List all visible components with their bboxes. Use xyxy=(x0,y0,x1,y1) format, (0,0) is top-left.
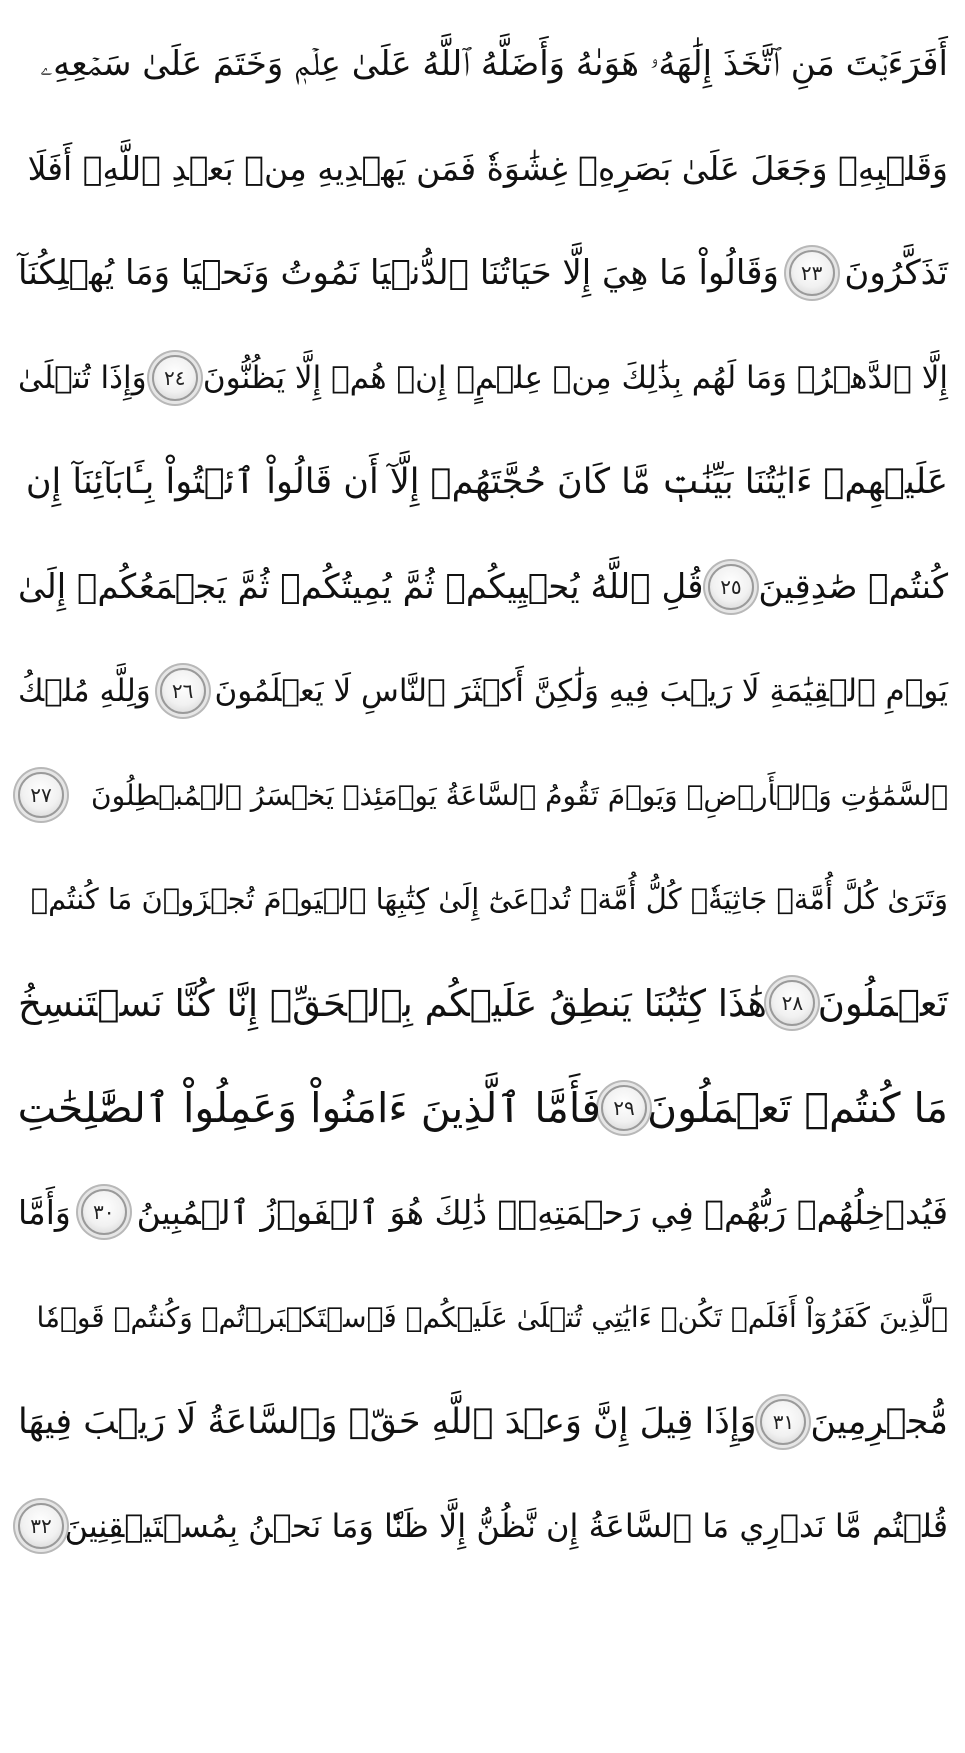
verse-text: يَوۡمِ ٱلۡقِيَٰمَةِ لَا رَيۡبَ فِيهِ وَلَٰكِنَّ أَكۡثَرَ ٱلنَّاسِ لَا يَعۡلَمُونَ xyxy=(214,673,948,709)
verse-number-marker: ٢٦ xyxy=(160,668,206,714)
verse-text: تَعۡمَلُونَ xyxy=(817,981,948,1025)
text-line xyxy=(18,328,948,428)
verse-text: إِلَّا ٱلدَّهۡرُۚ وَمَا لَهُم بِذَٰلِكَ مِنۡ عِلۡمٍۖ إِنۡ هُمۡ إِلَّا يَظُنُّونَ xyxy=(202,360,948,396)
verse-number-marker: ٢٨ xyxy=(769,980,815,1026)
verse-text: وَإِذَا قِيلَ إِنَّ وَعۡدَ ٱللَّهِ حَقّٞ وَٱلسَّاعَةُ لَا رَيۡبَ فِيهَا xyxy=(18,1402,757,1442)
verse-text: قُلۡتُم مَّا نَدۡرِي مَا ٱلسَّاعَةُ إِن نَّظُنُّ إِلَّا ظَنّٗا وَمَا نَحۡنُ بِمُسۡتَيۡقِنِينَ xyxy=(64,1507,948,1545)
verse-number-marker: ٢٩ xyxy=(601,1085,647,1131)
verse-text: أَفَرَءَيۡتَ مَنِ ٱتَّخَذَ إِلَٰهَهُۥ هَوَىٰهُ وَأَضَلَّهُ ٱللَّهُ عَلَىٰ عِلۡمٖ وَخَتَمَ عَلَىٰ سَمۡعِهِۦ xyxy=(40,44,948,84)
verse-text: هَٰذَا كِتَٰبُنَا يَنطِقُ عَلَيۡكُم بِٱلۡحَقِّۚ إِنَّا كُنَّا نَسۡتَنسِخُ xyxy=(18,981,767,1025)
text-line xyxy=(18,1162,948,1262)
text-line xyxy=(18,14,948,114)
verse-number-marker: ٣٢ xyxy=(18,1503,64,1549)
verse-text: ٱلَّذِينَ كَفَرُوٓاْ أَفَلَمۡ تَكُنۡ ءَايَٰتِي تُتۡلَىٰ عَلَيۡكُمۡ فَٱسۡتَكۡبَرۡتُمۡ وَكُنتُمۡ قَوۡمٗا xyxy=(36,1300,948,1334)
text-line xyxy=(18,641,948,741)
text-line xyxy=(18,1372,948,1472)
verse-number-marker: ٢٧ xyxy=(18,772,64,818)
verse-text: وَلِلَّهِ مُلۡكُ xyxy=(18,673,151,709)
text-line xyxy=(18,118,948,218)
verse-number-marker: ٢٣ xyxy=(789,250,835,296)
text-line xyxy=(18,537,948,637)
verse-text: وَقَالُواْ مَا هِيَ إِلَّا حَيَاتُنَا ٱلدُّنۡيَا نَمُوتُ وَنَحۡيَا وَمَا يُهۡلِكُنَآ xyxy=(18,253,779,293)
text-line xyxy=(18,223,948,323)
verse-text: فَأَمَّا ٱلَّذِينَ ءَامَنُواْ وَعَمِلُواْ ٱلصَّٰلِحَٰتِ xyxy=(17,1084,601,1132)
verse-text: وَقَلۡبِهِۦ وَجَعَلَ عَلَىٰ بَصَرِهِۦ غِشَٰوَةٗ فَمَن يَهۡدِيهِ مِنۢ بَعۡدِ ٱللَّهِۚ أَفَلَا xyxy=(27,148,948,188)
verse-text: تَذَكَّرُونَ xyxy=(844,253,948,293)
verse-text: ٱلسَّمَٰوَٰتِ وَٱلۡأَرۡضِۚ وَيَوۡمَ تَقُومُ ٱلسَّاعَةُ يَوۡمَئِذٖ يَخۡسَرُ ٱلۡمُبۡطِلُونَ xyxy=(91,778,948,812)
text-line xyxy=(18,849,948,949)
text-line xyxy=(18,432,948,532)
verse-text: وَإِذَا تُتۡلَىٰ xyxy=(18,360,147,396)
verse-text: مُّجۡرِمِينَ xyxy=(810,1402,948,1442)
verse-text: وَتَرَىٰ كُلَّ أُمَّةٖ جَاثِيَةٗۚ كُلُّ أُمَّةٖ تُدۡعَىٰٓ إِلَىٰ كِتَٰبِهَا ٱلۡيَوۡمَ تُجۡزَوۡنَ مَا كُنتُمۡ xyxy=(30,882,948,916)
text-line xyxy=(18,1267,948,1367)
text-line xyxy=(18,953,948,1053)
verse-number-marker: ٢٥ xyxy=(708,564,754,610)
text-line xyxy=(18,1058,948,1158)
verse-number-marker: ٢٤ xyxy=(152,355,198,401)
verse-text: كُنتُمۡ صَٰدِقِينَ xyxy=(758,567,948,607)
verse-number-marker: ٣١ xyxy=(760,1399,806,1445)
verse-text: فَيُدۡخِلُهُمۡ رَبُّهُمۡ فِي رَحۡمَتِهِۦۚ ذَٰلِكَ هُوَ ٱلۡفَوۡزُ ٱلۡمُبِينُ xyxy=(136,1192,948,1232)
text-line xyxy=(18,1476,948,1576)
verse-number-marker: ٣٠ xyxy=(81,1189,127,1235)
text-line xyxy=(18,745,948,845)
verse-text: قُلِ ٱللَّهُ يُحۡيِيكُمۡ ثُمَّ يُمِيتُكُمۡ ثُمَّ يَجۡمَعُكُمۡ إِلَىٰ xyxy=(18,567,704,607)
verse-text: عَلَيۡهِمۡ ءَايَٰتُنَا بَيِّنَٰتٖ مَّا كَانَ حُجَّتَهُمۡ إِلَّآ أَن قَالُواْ ٱئۡتُواْ بِـَٔابَآئِنَآ إِن xyxy=(25,462,948,502)
verse-text: وَأَمَّا xyxy=(18,1192,71,1232)
verse-text: مَا كُنتُمۡ تَعۡمَلُونَ xyxy=(646,1084,948,1132)
